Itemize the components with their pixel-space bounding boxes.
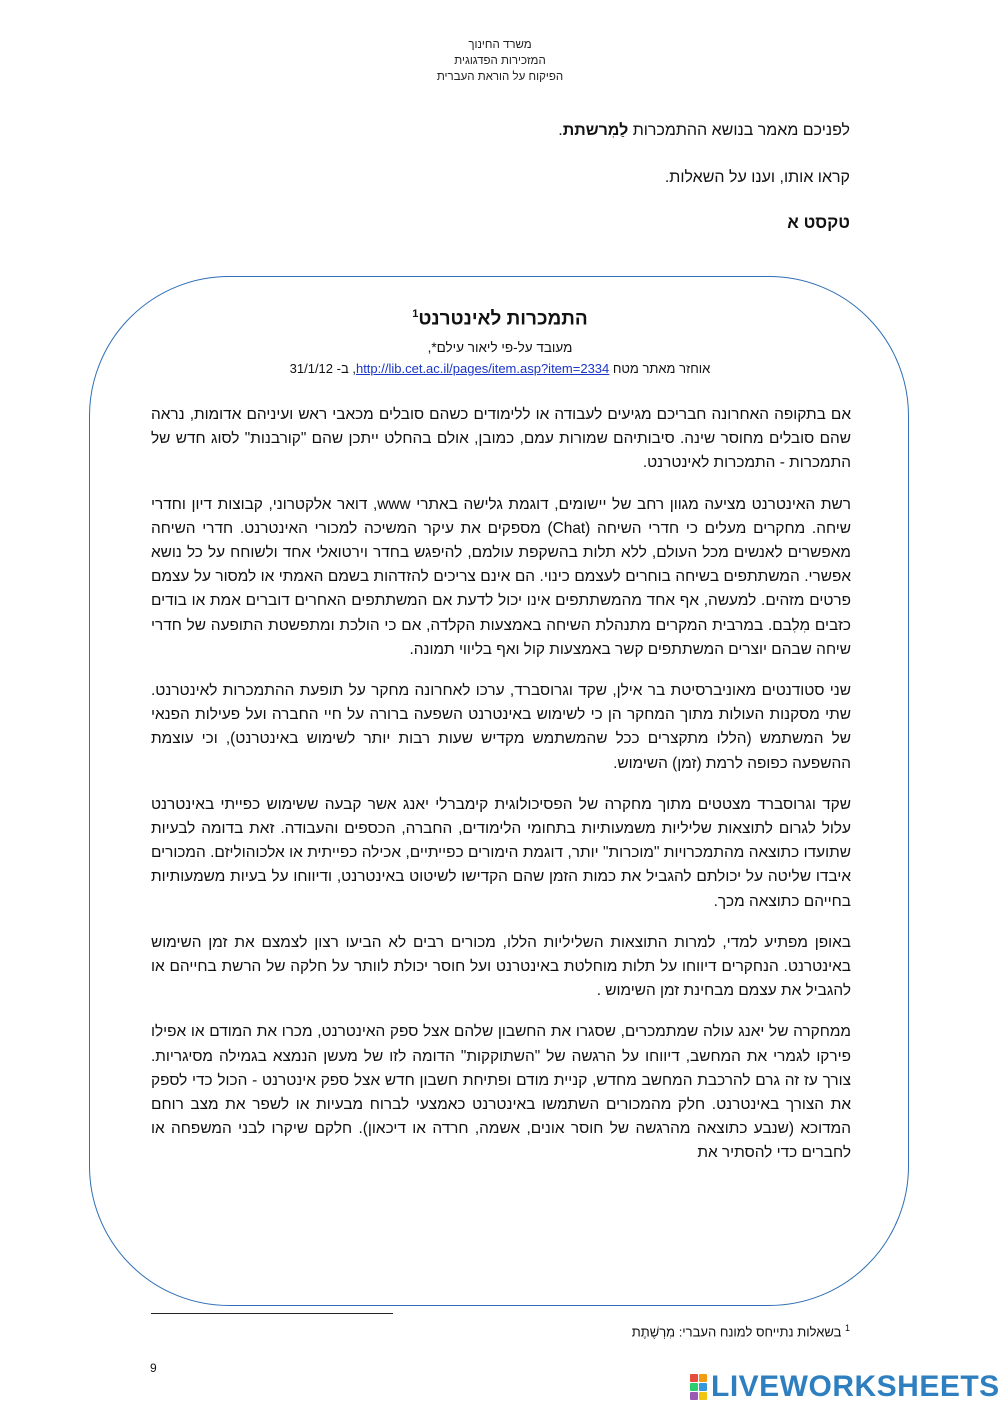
article-byline: מעובד על-פי ליאור עילם*, (427, 340, 573, 355)
article-source (0, 361, 1000, 376)
article-body (151, 403, 851, 1183)
intro-bold-term: לַמִרשתת (562, 122, 629, 139)
article-title (0, 308, 1000, 330)
header-secretariat: המזכירות הפדגוגית (454, 55, 546, 67)
page-number: 9 (150, 1361, 157, 1375)
source-link[interactable]: http://lib.cet.ac.il/pages/item.asp?item=2334 (355, 361, 610, 376)
article-paragraph: שקד וגרוסברד מצטטים מתוך מחקרה של הפסיכולוגית קימברלי יאנג אשר קבעה ששימוש כפייתי באינטרנט עלול לגרום לתוצאות שליליות משמעותיות בתחומי הלימודים, החברה, הכספים והעבודה. זאת בדומה לבעיות שתועדו כתוצאה מהתמכרויות "מוכרות" יותר, דוגמת הימורים כפייתיים, אכילה כפייתית או אלכוהוליזם. המכורים איבדו שליטה על יכולתם להגביל את כמות הזמן שהם הקדישו לשיטוט באינטרנט, ודיווחו על בעיות משמעותיות בחייהם כתוצאה מכך. (151, 795, 851, 910)
logo-square (690, 1392, 698, 1400)
intro-line (150, 122, 850, 140)
header-supervision: הפיקוח על הוראת העברית (436, 71, 564, 83)
document-header (0, 37, 1000, 85)
logo-icon (690, 1374, 707, 1400)
footnote (632, 1323, 850, 1339)
article-paragraph: אם בתקופה האחרונה חבריכם מגיעים לעבודה או ללימודים כשהם סובלים מכאבי ראש ועיניהם אדומות, נראה שהם סובלים מחוסר שינה. סיבותיהם שמורות עמם, כמובן, אולם בהחלט ייתכן שהם "קורבנות" לסוג חדש של התמכרות - התמכרות לאינטרנט. (151, 406, 851, 472)
intro-prefix: לפניכם מאמר בנושא ההתמכרות (628, 122, 850, 139)
title-footnote-mark: 1 (412, 308, 419, 320)
article-paragraph: ממחקרה של יאנג עולה שמתמכרים, שסגרו את החשבון שלהם אצל ספק האינטרנט, מכרו את המודם או אפילו פירקו לגמרי את המחשב, דיווחו על הרגשה של "השתוקקות" הדומה לזו של מעשן הנמצא בגמילה מסיגריות. צורך עז זה גרם להרכבת המחשב מחדש, קניית מודם ופתיחת חשבון חדש אצל ספק אינטרנט - הכול כדי לספק את הצורך באינטרנט. חלק מהמכורים השתמשו באינטרנט כאמצעי לברוח מבעיות או לשפר את מצב רוחם המדוכא (שנבע כתוצאה מהרגשה של חוסר אונים, אשמה, חרדה או דיכאון). חלקם שיקרו לבני המשפחה או לחברים כדי להסתיר את (151, 1023, 851, 1162)
liveworksheets-logo[interactable] (690, 1372, 1000, 1402)
article-paragraph: באופן מפתיע למדי, למרות התוצאות השליליות הללו, מכורים רבים לא הביעו רצון לצמצם את זמן השימוש באינטרנט. הנחקרים דיווחו על תלות מוחלטת באינטרנט ועל חוסר יכולת לוותר על חלקה של הרשת בחייהם או להגביל את עצמם מבחינת זמן השימוש . (151, 933, 851, 1000)
logo-square (690, 1374, 698, 1382)
article-title-text: התמכרות לאינטרנט (418, 308, 588, 330)
intro-suffix: . (558, 122, 563, 139)
logo-text: LIVEWORKSHEETS (711, 1370, 1000, 1403)
header-ministry: משרד החינוך (468, 39, 532, 51)
logo-square (699, 1383, 707, 1391)
logo-square (699, 1374, 707, 1382)
article-paragraph: שני סטודנטים מאוניברסיטת בר אילן, שקד וגרוסברד, ערכו לאחרונה מחקר על תופעת ההתמכרות לאינטרנט. שתי מסקנות העולות מתוך המחקר הן כי לשימוש באינטרנט השפעה ברורה על חיי החברה ועל פעילות הפנאי של המשתמש (הללו מתקצרים ככל שהמשתמש מקדיש שעות רבות יותר לשימוש באינטרנט), וכי עוצמת ההשפעה כפופה לרמת (זמן) השימוש. (151, 682, 851, 772)
logo-square (699, 1392, 707, 1400)
instructions-line: קראו אותו, וענו על השאלות. (664, 169, 850, 186)
article-paragraph: רשת האינטרנט מציעה מגוון רחב של יישומים, דוגמת גלישה באתרי www, דואר אלקטרוני, קבוצות דיון וחדרי שיחה. מחקרים מעלים כי חדרי השיחה (Chat) מספקים את עיקר המשיכה למכורי האינטרנט. חדרי השיחה מאפשרים לאנשים מכל העולם, ללא תלות בהשקפת עולמם, להיפגש בחדר וירטואלי אחד ולשוחח על כל נושא אפשרי. המשתתפים בשיחה בוחרים לעצמם כינוי. הם אינם צריכים להזדהות בשמם האמתי או למסור על עצמם פרטים מזהים. למעשה, אף אחד מהמשתתפים אינו יכול לדעת אם המשתתפים האחרים דוברים אמת או בודים כזבים מִלִבם. במרבית המקרים מתנהלת השיחה באמצעות הקלדה, אם כי הולכת ומתפשטת התופעה של חדרי שיחה שבהם יוצרים המשתתפים קשר באמצעות קול ואף בליווי תמונה. (151, 495, 852, 658)
source-prefix: אוחזר מאתר מטח (609, 361, 711, 376)
footnote-text: בשאלות נתייחס למונח העברי: מִרְשֶׁתֶת (631, 1324, 845, 1340)
footnote-divider (151, 1313, 393, 1314)
footnote-mark: 1 (844, 1323, 850, 1333)
source-suffix: , ב- 31/1/12 (289, 361, 356, 376)
logo-square (690, 1383, 698, 1391)
section-label: טקסט א (787, 213, 850, 232)
